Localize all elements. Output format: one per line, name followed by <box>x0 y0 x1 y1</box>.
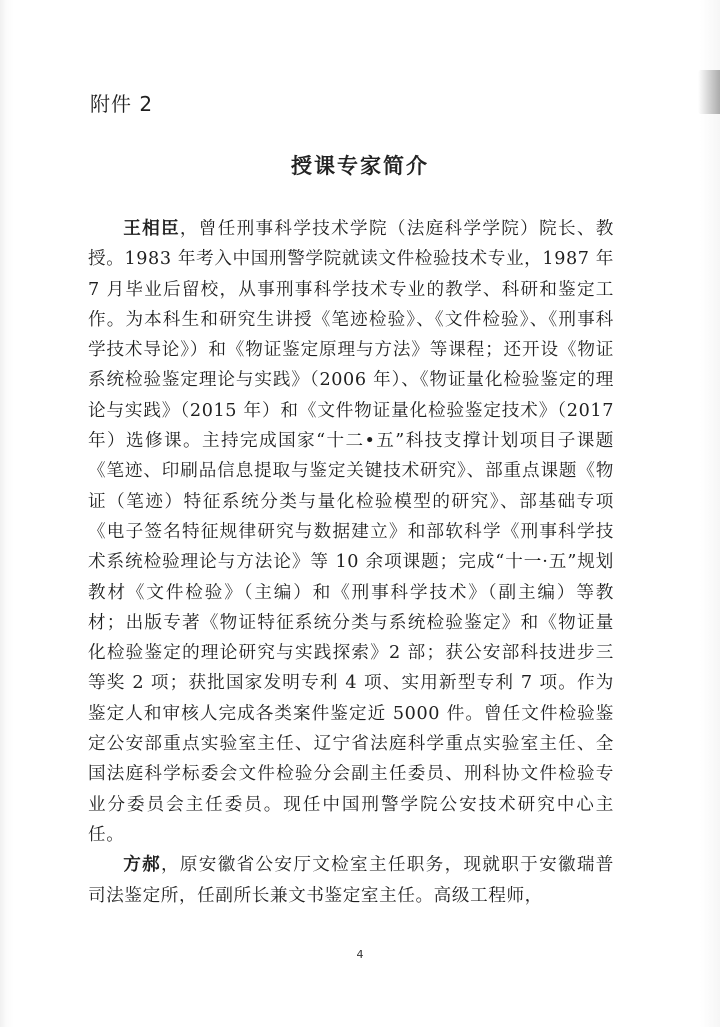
page-number: 4 <box>356 948 364 961</box>
expert-bio: ，曾任刑事科学技术学院（法庭科学学院）院长、教授。1983 年考入中国刑警学院就读文件检验技术专业，1987 年 7 月毕业后留校，从事刑事科学技术专业的教学、科研和鉴定工作。为本科生和研究生讲授《笔迹检验》、《文件检验》、《刑事科学技术导论》）和《物证鉴定原理与方法》等课程；还开设《物证系统检验鉴定理论与实践》（2006 年）、《物证量化检验鉴定的理论与实践》（2015 年）和《文件物证量化检验鉴定技术》（2017 年）选修课。主持完成国家“十二•五”科技支撑计划项目子课题《笔迹、印刷品信息提取与鉴定关键技术研究》、部重点课题《物证（笔迹）特征系统分类与量化检验模型的研究》、部基础专项《电子签名特征规律研究与数据建立》和部软科学《刑事科学技术系统检验理论与方法论》等 10 余项课题；完成“十一·五”规划教材《文件检验》（主编）和《刑事科学技术》（副主编）等教材；出版专著《物证特征系统分类与系统检验鉴定》和《物证量化检验鉴定的理论研究与实践探索》2 部；获公安部科技进步三等奖 2 项；获批国家发明专利 4 项、实用新型专利 7 项。作为鉴定人和审核人完成各类案件鉴定近 5000 件。曾任文件检验鉴定公安部重点实验室主任、辽宁省法庭科学重点实验室主任、全国法庭科学标委会文件检验分会副主任委员、刑科协文件检验专业分委员会主任委员。现任中国刑警学院公安技术研究中心主任。 <box>88 219 614 845</box>
expert-name: 王相臣 <box>123 219 180 239</box>
expert-name: 方郝 <box>123 855 161 876</box>
attachment-label: 附件 2 <box>90 92 154 116</box>
scan-edge-mark <box>698 70 720 114</box>
expert-paragraph-fang <box>88 850 614 911</box>
page-title: 授课专家简介 <box>291 154 429 178</box>
document-body <box>88 214 614 911</box>
expert-paragraph-wang <box>88 214 614 850</box>
expert-bio: ，原安徽省公安厅文检室主任职务，现就职于安徽瑞普司法鉴定所，任副所长兼文书鉴定室主任。高级工程师， <box>88 855 614 906</box>
